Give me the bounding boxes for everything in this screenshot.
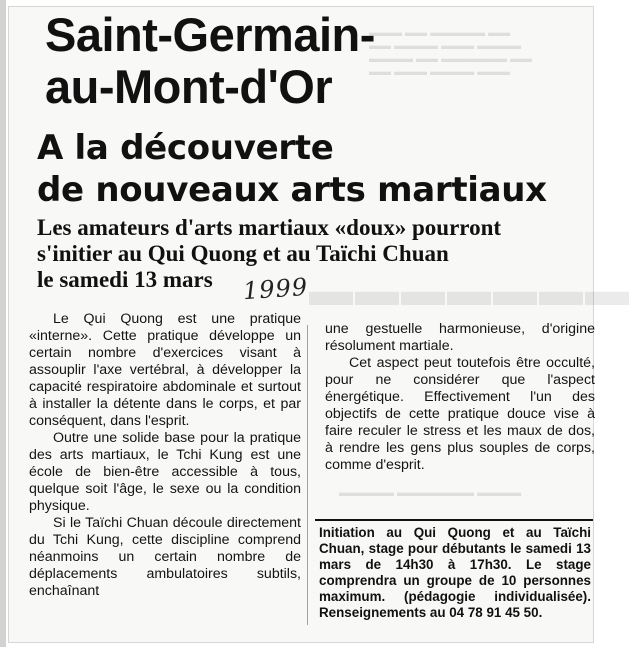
body-paragraph: Le Qui Quong est une pratique «interne». Cette pratique développe un certain nombre d'exercices visant à assouplir l'axe vertébral, à développer la capacité respiratoire abdominale et surtout à installer la détente dans le corps, et par conséquent, dans l'esprit. <box>29 311 301 429</box>
newspaper-clipping <box>8 6 631 643</box>
info-box-rule <box>315 519 593 521</box>
bleed-through-heading: ▬▬▬▬▬▬▬ <box>309 266 631 315</box>
body-paragraph: Cet aspect peut toutefois être occulté, pour ne considérer que l'aspect énergétique. Effectivement l'un des objectifs de cette pratique douce vise à faire reculer le stress et les maux de dos, à rendre les gens plus souples de corps, comme d'esprit. <box>325 355 595 473</box>
subtitle-line-2: s'initier au Qui Quong et au Taïchi Chuan <box>37 241 449 266</box>
body-column-left <box>29 311 301 600</box>
title-line-2: de nouveaux arts martiaux <box>37 170 547 210</box>
bleed-through-texture: ▬▬▬ ▬▬ ▬▬▬▬▬ ▬▬ ▬▬ ▬▬▬▬ ▬▬▬ ▬▬▬▬ ▬▬▬▬ ▬▬ ▬▬▬▬▬▬ ▬▬ ▬▬ ▬▬▬ ▬▬▬▬ ▬▬▬ <box>369 27 533 78</box>
column-divider <box>307 325 308 625</box>
handwritten-year: 1999 <box>242 272 309 306</box>
town-headline <box>45 9 375 113</box>
subtitle-line-3: le samedi 13 mars <box>37 267 213 292</box>
title-line-1: A la découverte <box>37 128 334 168</box>
info-box: Initiation au Qui Quong et au Taïchi Chuan, stage pour débutants le samedi 13 mars de 14h30 à 17h30. Le stage comprendra un groupe de 10 personnes maximum. (pédagogie individualisée). Renseignements au 04 78 91 45 50. <box>319 525 591 620</box>
subtitle-line-1: Les amateurs d'arts martiaux «doux» pourront <box>37 215 502 240</box>
body-paragraph: une gestuelle harmonieuse, d'origine résolument martiale. <box>325 321 595 354</box>
article-title <box>37 127 547 211</box>
bleed-through-texture-2: ▬▬▬▬▬ ▬▬▬▬▬▬▬ ▬▬▬▬ <box>339 487 522 499</box>
scan-edge <box>0 0 6 647</box>
body-column-right <box>325 321 595 474</box>
body-paragraph: Si le Taïchi Chuan découle directement du Tchi Kung, cette discipline comprend néanmoins un certain nombre de déplacements ambulatoires subtils, enchaînant <box>29 515 301 599</box>
town-line-1: Saint-Germain- <box>45 8 375 61</box>
town-line-2: au-Mont-d'Or <box>45 60 333 113</box>
body-paragraph: Outre une solide base pour la pratique des arts martiaux, le Tchi Kung est une école de bien-être accessible à tous, quelque soit l'âge, le sexe ou la condition physique. <box>29 430 301 514</box>
